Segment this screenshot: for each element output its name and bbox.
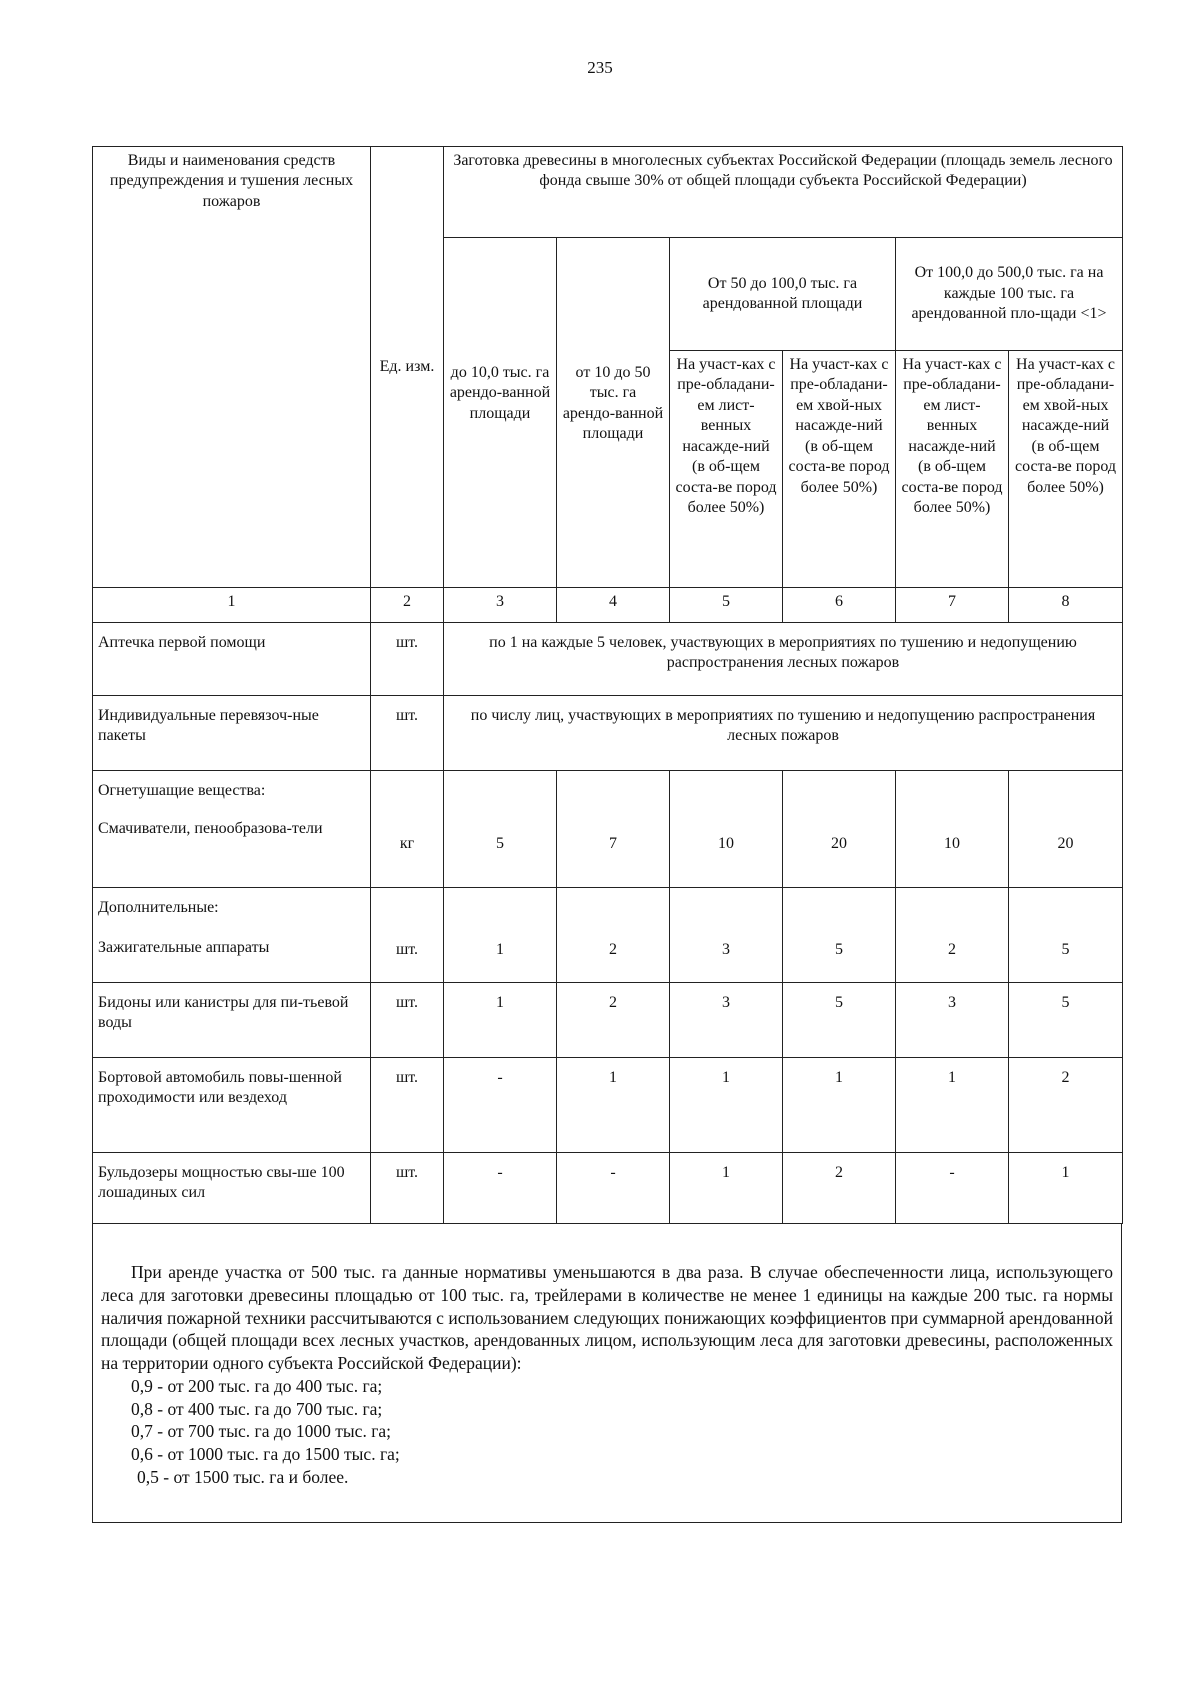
table-cell: 2	[896, 888, 1009, 983]
column-number: 4	[557, 588, 670, 623]
table-cell: 1	[783, 1058, 896, 1153]
table-cell: 1	[444, 888, 557, 983]
table-cell: 1	[1009, 1153, 1123, 1224]
page-number: 235	[587, 58, 613, 77]
header-unit: Ед. изм.	[371, 147, 444, 588]
header-group: Заготовка древесины в многолесных субъектах Российской Федерации (площадь земель лесного фонда свыше 30% от общей площади субъекта Российской Федерации)	[444, 147, 1123, 238]
row-unit: шт.	[371, 888, 444, 983]
coefficient-item: 0,8 - от 400 тыс. га до 700 тыс. га;	[131, 1398, 383, 1419]
header-col7: На участ-ках с пре-обладани-ем лист-венных насажде-ний (в об-щем соста-ве пород более 50%)	[896, 351, 1009, 588]
row-merged-value: по числу лиц, участвующих в мероприятиях по тушению и недопущению распространения лесных пожаров	[444, 696, 1123, 771]
table-cell: 7	[557, 771, 670, 888]
column-number: 6	[783, 588, 896, 623]
table-row-cans	[93, 983, 1123, 1058]
table-cell: 3	[670, 888, 783, 983]
table-cell: 1	[896, 1058, 1009, 1153]
table-cell: -	[896, 1153, 1009, 1224]
header-row-1	[93, 147, 1123, 238]
row-unit: шт.	[371, 1058, 444, 1153]
column-number: 1	[93, 588, 371, 623]
header-range-100-500: От 100,0 до 500,0 тыс. га на каждые 100 тыс. га арендованной пло-щади <1>	[896, 238, 1123, 351]
table-cell: 3	[670, 983, 783, 1058]
coefficient-item: 0,7 - от 700 тыс. га до 1000 тыс. га;	[131, 1421, 391, 1442]
table-row-ignition	[93, 888, 1123, 983]
table-cell: 2	[783, 1153, 896, 1224]
row-name-group	[93, 888, 371, 983]
header-kinds: Виды и наименования средств предупреждения и тушения лесных пожаров	[93, 147, 371, 588]
note-paragraph: При аренде участка от 500 тыс. га данные нормативы уменьшаются в два раза. В случае обеспеченности лица, использующего леса для заготовки древесины площадью от 100 тыс. га, трейлерами в количестве не менее 1 единицы на каждые 200 тыс. га нормы наличия пожарной техники рассчитываются с использованием следующих понижающих коэффициентов при суммарной арендованной площади (общей площади всех лесных участков, арендованных лицом, использующим леса для заготовки древесины, расположенных на территории одного субъекта Российской Федерации):	[101, 1262, 1113, 1373]
table-cell: 10	[670, 771, 783, 888]
table-cell: 2	[1009, 1058, 1123, 1153]
table-cell: 20	[1009, 771, 1123, 888]
header-col8: На участ-ках с пре-обладани-ем хвой-ных насажде-ний (в об-щем соста-ве пород более 50%)	[1009, 351, 1123, 588]
column-number: 7	[896, 588, 1009, 623]
coefficient-list	[101, 1375, 1113, 1489]
table-cell: 1	[444, 983, 557, 1058]
row-heading: Огнетушащие вещества:	[98, 782, 266, 799]
table-row-bulldozers	[93, 1153, 1123, 1224]
column-number: 3	[444, 588, 557, 623]
norms-table	[92, 146, 1123, 1224]
table-cell: 1	[670, 1058, 783, 1153]
column-number: 5	[670, 588, 783, 623]
table-cell: 1	[670, 1153, 783, 1224]
table-cell: 5	[1009, 888, 1123, 983]
row-name: Бортовой автомобиль повы-шенной проходимости или вездеход	[93, 1058, 371, 1153]
table-cell: 10	[896, 771, 1009, 888]
coefficient-item: 0,6 - от 1000 тыс. га до 1500 тыс. га;	[131, 1444, 400, 1464]
row-name-group	[93, 771, 371, 888]
table-cell: 20	[783, 771, 896, 888]
table-cell: -	[444, 1153, 557, 1224]
header-col3: до 10,0 тыс. га арендо-ванной площади	[444, 238, 557, 588]
row-name: Смачиватели, пенообразова-тели	[98, 820, 323, 838]
table-cell: 2	[557, 888, 670, 983]
column-number: 2	[371, 588, 444, 623]
header-col4: от 10 до 50 тыс. га арендо-ванной площади	[557, 238, 670, 588]
table-cell: 5	[783, 888, 896, 983]
row-name: Индивидуальные перевязоч-ные пакеты	[93, 696, 371, 771]
column-number: 8	[1009, 588, 1123, 623]
table-row-bandages	[93, 696, 1123, 771]
table-cell: -	[557, 1153, 670, 1224]
table-cell: 3	[896, 983, 1009, 1058]
table-row-first-aid	[93, 623, 1123, 696]
row-merged-value: по 1 на каждые 5 человек, участвующих в мероприятиях по тушению и недопущению распространения лесных пожаров	[444, 623, 1123, 696]
row-unit: шт.	[371, 696, 444, 771]
table-cell: 1	[557, 1058, 670, 1153]
header-col6: На участ-ках с пре-обладани-ем хвой-ных насажде-ний (в об-щем соста-ве пород более 50%)	[783, 351, 896, 588]
table-cell: 2	[557, 983, 670, 1058]
coefficient-item: 0,9 - от 200 тыс. га до 400 тыс. га;	[131, 1375, 383, 1396]
row-unit: кг	[371, 771, 444, 888]
table-cell: 5	[1009, 983, 1123, 1058]
table-cell: 5	[783, 983, 896, 1058]
table-row-extinguishing	[93, 771, 1123, 888]
reduction-note	[92, 1223, 1122, 1523]
coefficient-item: 0,5 - от 1500 тыс. га и более.	[137, 1466, 349, 1487]
row-name: Аптечка первой помощи	[93, 623, 371, 696]
header-range-50-100: От 50 до 100,0 тыс. га арендованной площади	[670, 238, 896, 351]
row-name: Зажигательные аппараты	[98, 939, 270, 957]
row-name: Бульдозеры мощностью свы-ше 100 лошадиных сил	[93, 1153, 371, 1224]
row-name: Бидоны или канистры для пи-тьевой воды	[93, 983, 371, 1058]
table-cell: -	[444, 1058, 557, 1153]
table-cell: 5	[444, 771, 557, 888]
row-heading: Дополнительные:	[98, 899, 219, 916]
row-unit: шт.	[371, 1153, 444, 1224]
header-col5: На участ-ках с пре-обладани-ем лист-венных насажде-ний (в об-щем соста-ве пород более 50%)	[670, 351, 783, 588]
table-row-truck	[93, 1058, 1123, 1153]
row-unit: шт.	[371, 983, 444, 1058]
row-unit: шт.	[371, 623, 444, 696]
column-numbers-row	[93, 588, 1123, 623]
